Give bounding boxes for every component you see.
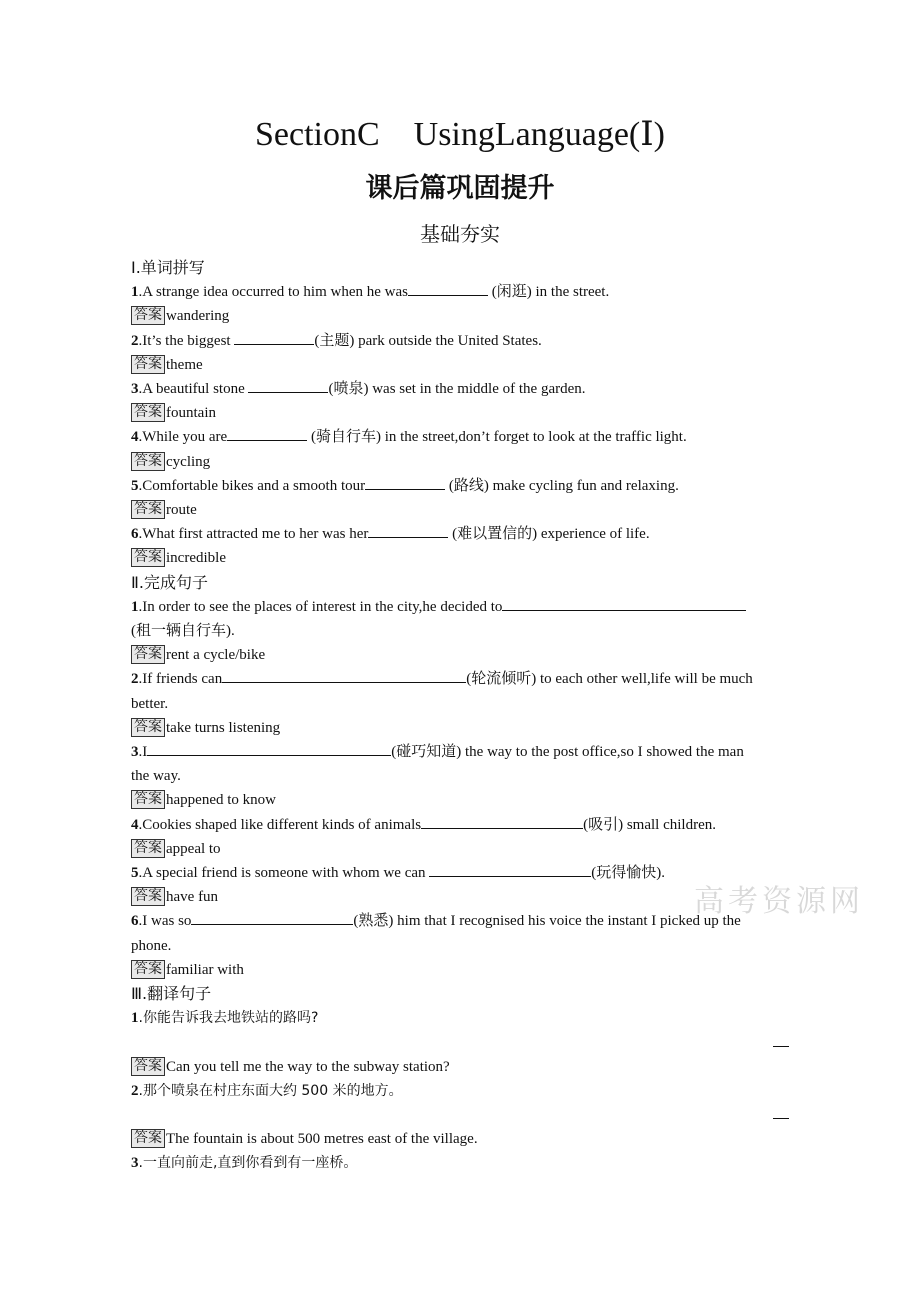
exercise-content — [131, 256, 791, 1176]
question-text: .What first attracted me to her was her — [138, 526, 369, 543]
answer-text: happened to know — [166, 792, 276, 809]
question-number: 1 — [131, 598, 139, 615]
question-text-tail: (主题) park outside the United States. — [314, 332, 542, 349]
answer-text: incredible — [166, 550, 226, 567]
page-title: SectionC UsingLanguage(Ⅰ) — [254, 116, 665, 153]
answer-text: theme — [166, 356, 203, 373]
question-text: .While you are — [138, 429, 228, 446]
question-text: .In order to see the places of interest in the city,he decided to — [138, 598, 503, 615]
sentence-1-continued — [131, 619, 791, 643]
answer-row — [131, 958, 791, 982]
question-6 — [131, 522, 791, 546]
answer-badge: 答案 — [131, 548, 165, 567]
question-number: 6 — [131, 913, 139, 930]
answer-line-end — [773, 1036, 789, 1047]
answer-line-end — [773, 1108, 789, 1119]
answer-row — [131, 1127, 791, 1151]
answer-blank — [191, 910, 353, 925]
answer-badge: 答案 — [131, 355, 165, 374]
answer-badge: 答案 — [131, 1129, 165, 1148]
question-number: 2 — [131, 671, 139, 688]
question-text-tail: (骑自行车) in the street,don’t forget to look at the traffic light. — [307, 429, 687, 446]
question-text: .A strange idea occurred to him when he was — [138, 284, 408, 301]
answer-line — [131, 1103, 791, 1127]
answer-row — [131, 304, 791, 328]
section-heading-translate-sentences: Ⅲ.翻译句子 — [131, 984, 212, 1004]
question-text-tail: (熟悉) him that I recognised his voice the instant I picked up the — [353, 913, 741, 930]
question-text: .I was so — [138, 913, 192, 930]
question-text-tail: (喷泉) was set in the middle of the garden. — [328, 381, 586, 398]
question-number: 3 — [131, 381, 139, 398]
question-number: 2 — [131, 332, 139, 349]
sentence-5 — [131, 861, 791, 885]
answer-blank — [429, 862, 591, 877]
page-subtitle: 课后篇巩固提升 — [365, 173, 555, 204]
question-text-tail: (难以置信的) experience of life. — [448, 526, 650, 543]
sentence-2 — [131, 667, 791, 691]
answer-blank — [227, 426, 307, 441]
question-number: 4 — [131, 429, 139, 446]
sentence-4 — [131, 813, 791, 837]
answer-text: have fun — [166, 889, 219, 906]
answer-blank — [421, 814, 583, 829]
translation-2 — [131, 1079, 791, 1103]
question-text-tail: better. — [131, 695, 169, 712]
translation-1 — [131, 1006, 791, 1030]
answer-row — [131, 837, 791, 861]
answer-blank — [408, 281, 488, 296]
question-text: .Comfortable bikes and a smooth tour — [138, 477, 366, 494]
question-text-tail: (吸引) small children. — [583, 816, 716, 833]
sentence-2-continued — [131, 692, 791, 716]
answer-row — [131, 716, 791, 740]
question-number: 3 — [131, 1155, 139, 1172]
answer-badge: 答案 — [131, 790, 165, 809]
answer-text: cycling — [166, 453, 211, 470]
question-text-tail: (玩得愉快). — [591, 865, 666, 882]
sentence-3-continued — [131, 764, 791, 788]
answer-badge: 答案 — [131, 887, 165, 906]
answer-row — [131, 643, 791, 667]
question-text-tail: (路线) make cycling fun and relaxing. — [445, 477, 679, 494]
answer-row — [131, 885, 791, 909]
answer-text: familiar with — [166, 961, 244, 978]
question-text-tail: (租一辆自行车). — [131, 623, 235, 640]
question-number: 5 — [131, 477, 139, 494]
question-text: .Cookies shaped like different kinds of animals — [138, 816, 422, 833]
answer-badge: 答案 — [131, 960, 165, 979]
answer-row — [131, 401, 791, 425]
question-text-tail: (碰巧知道) the way to the post office,so I showed the man — [391, 744, 744, 761]
answer-badge: 答案 — [131, 500, 165, 519]
answer-row — [131, 788, 791, 812]
section-heading-word-spelling: Ⅰ.单词拼写 — [131, 258, 205, 277]
answer-badge: 答案 — [131, 452, 165, 471]
question-text-tail: (闲逛) in the street. — [488, 284, 610, 301]
question-5 — [131, 474, 791, 498]
answer-blank — [147, 741, 391, 756]
answer-blank — [234, 330, 314, 345]
answer-badge: 答案 — [131, 306, 165, 325]
question-text: .一直向前走,直到你看到有一座桥。 — [138, 1155, 358, 1172]
question-text-tail: (轮流倾听) to each other well,life will be much — [466, 671, 753, 688]
question-2 — [131, 329, 791, 353]
question-text: .那个喷泉在村庄东面大约 500 米的地方。 — [138, 1082, 403, 1099]
answer-row — [131, 353, 791, 377]
answer-badge: 答案 — [131, 645, 165, 664]
question-number: 1 — [131, 1010, 139, 1027]
sentence-6-continued — [131, 934, 791, 958]
question-text: .It’s the biggest — [138, 332, 235, 349]
question-number: 1 — [131, 284, 139, 301]
question-4 — [131, 425, 791, 449]
question-text: .If friends can — [138, 671, 223, 688]
answer-text: Can you tell me the way to the subway station? — [166, 1058, 450, 1075]
question-text: .A special friend is someone with whom we can — [138, 865, 430, 882]
translation-3 — [131, 1151, 791, 1175]
answer-text: take turns listening — [166, 719, 281, 736]
sentence-6 — [131, 909, 791, 933]
question-text: .你能告诉我去地铁站的路吗? — [138, 1010, 319, 1027]
level-heading: 基础夯实 — [420, 222, 500, 246]
section-heading-complete-sentences: Ⅱ.完成句子 — [131, 572, 208, 592]
answer-text: route — [166, 502, 197, 519]
answer-text: wandering — [166, 308, 230, 325]
answer-row — [131, 1055, 791, 1079]
answer-text: The fountain is about 500 metres east of the village. — [166, 1131, 478, 1148]
question-number: 2 — [131, 1082, 139, 1099]
answer-row — [131, 498, 791, 522]
answer-text: appeal to — [166, 840, 221, 857]
question-3 — [131, 377, 791, 401]
question-1 — [131, 280, 791, 304]
question-text-tail: phone. — [131, 937, 172, 954]
sentence-3 — [131, 740, 791, 764]
watermark: 高考资源网 — [694, 884, 864, 919]
answer-badge: 答案 — [131, 839, 165, 858]
answer-text: fountain — [166, 405, 216, 422]
answer-badge: 答案 — [131, 1057, 165, 1076]
question-number: 5 — [131, 865, 139, 882]
answer-badge: 答案 — [131, 403, 165, 422]
question-number: 3 — [131, 744, 139, 761]
answer-row — [131, 450, 791, 474]
answer-line — [131, 1031, 791, 1055]
answer-blank — [368, 523, 448, 538]
question-number: 4 — [131, 816, 139, 833]
sentence-1 — [131, 595, 791, 619]
question-text: .I — [138, 744, 148, 761]
answer-blank — [365, 475, 445, 490]
answer-row — [131, 546, 791, 570]
answer-blank — [502, 596, 746, 611]
answer-blank — [248, 378, 328, 393]
question-number: 6 — [131, 526, 139, 543]
answer-text: rent a cycle/bike — [166, 647, 266, 664]
question-text: .A beautiful stone — [138, 381, 249, 398]
question-text-tail: the way. — [131, 768, 181, 785]
answer-blank — [222, 668, 466, 683]
answer-badge: 答案 — [131, 718, 165, 737]
